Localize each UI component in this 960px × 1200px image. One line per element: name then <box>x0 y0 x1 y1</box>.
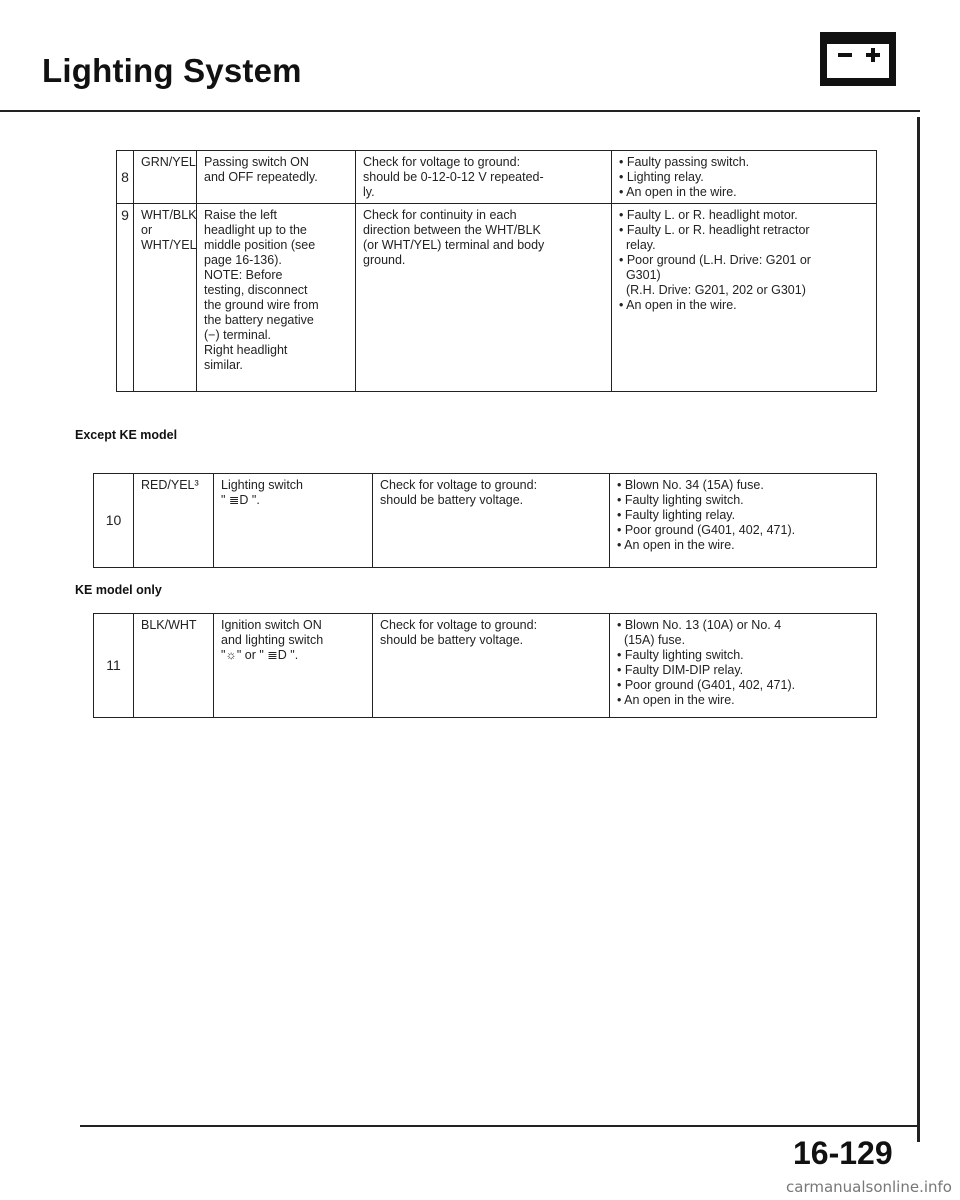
possible-cause-cell <box>610 614 877 718</box>
cause-line: • Blown No. 34 (15A) fuse. <box>617 478 764 492</box>
cause-line: • An open in the wire. <box>617 538 735 552</box>
wire-color-cell <box>134 151 197 204</box>
cause-line: • Poor ground (G401, 402, 471). <box>617 678 796 692</box>
condition-line: Ignition switch ON <box>221 618 322 632</box>
test-condition-cell <box>197 151 356 204</box>
wire-color-cell <box>134 614 214 718</box>
wire-color-cell <box>134 474 214 568</box>
condition-line: Passing switch ON <box>204 155 309 169</box>
condition-line: middle position (see <box>204 238 316 252</box>
cause-line: G301) <box>619 268 661 282</box>
wire-color: WHT/BLK <box>141 208 197 222</box>
cause-line: (R.H. Drive: G201, 202 or G301) <box>619 283 806 297</box>
table-row <box>94 474 877 568</box>
cause-line: • Poor ground (L.H. Drive: G201 or <box>619 253 811 267</box>
terminal-number: 11 <box>94 614 134 718</box>
test-condition-cell <box>214 474 373 568</box>
battery-icon <box>818 30 898 88</box>
cause-line: • An open in the wire. <box>619 185 737 199</box>
test-line: should be battery voltage. <box>380 493 524 507</box>
cause-line: • Lighting relay. <box>619 170 704 184</box>
footer-rule <box>80 1125 920 1127</box>
test-line: Check for voltage to ground: <box>363 155 521 169</box>
cause-line: • An open in the wire. <box>619 298 737 312</box>
section-label-except-ke: Except KE model <box>75 428 178 442</box>
test-condition-cell <box>197 204 356 392</box>
possible-cause-cell <box>612 151 877 204</box>
page-number: 16-129 <box>793 1135 893 1171</box>
test-condition-cell <box>214 614 373 718</box>
wire-color: GRN/YEL <box>141 155 196 169</box>
condition-line: headlight up to the <box>204 223 307 237</box>
terminal-number: 10 <box>94 474 134 568</box>
wire-color-cell <box>134 204 197 392</box>
cause-line: • Faulty L. or R. headlight retractor <box>619 223 810 237</box>
condition-line: Lighting switch <box>221 478 303 492</box>
condition-line: page 16-136). <box>204 253 282 267</box>
test-line: should be 0-12-0-12 V repeated- <box>363 170 544 184</box>
terminal-number: 9 <box>117 204 134 392</box>
terminal-number: 8 <box>117 151 134 204</box>
test-cell <box>356 151 612 204</box>
condition-line: Right headlight <box>204 343 288 357</box>
cause-line: • Faulty lighting switch. <box>617 493 744 507</box>
watermark-link[interactable]: carmanualsonline.info <box>786 1178 952 1196</box>
condition-line: and OFF repeatedly. <box>204 170 318 184</box>
test-cell <box>373 614 610 718</box>
cause-line: • Faulty DIM-DIP relay. <box>617 663 744 677</box>
cause-line: (15A) fuse. <box>617 633 686 647</box>
cause-line: • Faulty L. or R. headlight motor. <box>619 208 798 222</box>
wire-color: WHT/YEL <box>141 238 197 252</box>
condition-line: " ≣D ". <box>221 493 260 507</box>
troubleshooting-table-3 <box>93 613 877 718</box>
header-rule <box>0 110 920 112</box>
cause-line: • Blown No. 13 (10A) or No. 4 <box>617 618 782 632</box>
wire-color: or <box>141 223 153 237</box>
troubleshooting-table-1 <box>116 150 877 392</box>
test-cell <box>373 474 610 568</box>
condition-line: similar. <box>204 358 243 372</box>
test-cell <box>356 204 612 392</box>
possible-cause-cell <box>612 204 877 392</box>
wire-color: BLK/WHT <box>141 618 197 632</box>
test-line: should be battery voltage. <box>380 633 524 647</box>
table-row <box>94 614 877 718</box>
table-row <box>117 204 877 392</box>
page-title: Lighting System <box>42 52 302 89</box>
condition-line: NOTE: Before <box>204 268 283 282</box>
test-line: direction between the WHT/BLK <box>363 223 541 237</box>
condition-line: Raise the left <box>204 208 277 222</box>
condition-line: and lighting switch <box>221 633 324 647</box>
frame-border-right <box>917 117 920 1142</box>
condition-line: the ground wire from <box>204 298 319 312</box>
test-line: (or WHT/YEL) terminal and body <box>363 238 545 252</box>
test-line: Check for continuity in each <box>363 208 517 222</box>
cause-line: • Poor ground (G401, 402, 471). <box>617 523 796 537</box>
troubleshooting-table-2 <box>93 473 877 568</box>
condition-line: "☼" or " ≣D ". <box>221 648 299 662</box>
cause-line: relay. <box>619 238 656 252</box>
wire-color: RED/YEL³ <box>141 478 199 492</box>
condition-line: (−) terminal. <box>204 328 272 342</box>
test-line: Check for voltage to ground: <box>380 478 538 492</box>
cause-line: • Faulty lighting switch. <box>617 648 744 662</box>
cause-line: • Faulty lighting relay. <box>617 508 736 522</box>
cause-line: • An open in the wire. <box>617 693 735 707</box>
test-line: Check for voltage to ground: <box>380 618 538 632</box>
test-line: ly. <box>363 185 375 199</box>
cause-line: • Faulty passing switch. <box>619 155 750 169</box>
table-row <box>117 151 877 204</box>
condition-line: the battery negative <box>204 313 314 327</box>
test-line: ground. <box>363 253 406 267</box>
possible-cause-cell <box>610 474 877 568</box>
section-label-ke-only: KE model only <box>75 583 162 597</box>
condition-line: testing, disconnect <box>204 283 308 297</box>
